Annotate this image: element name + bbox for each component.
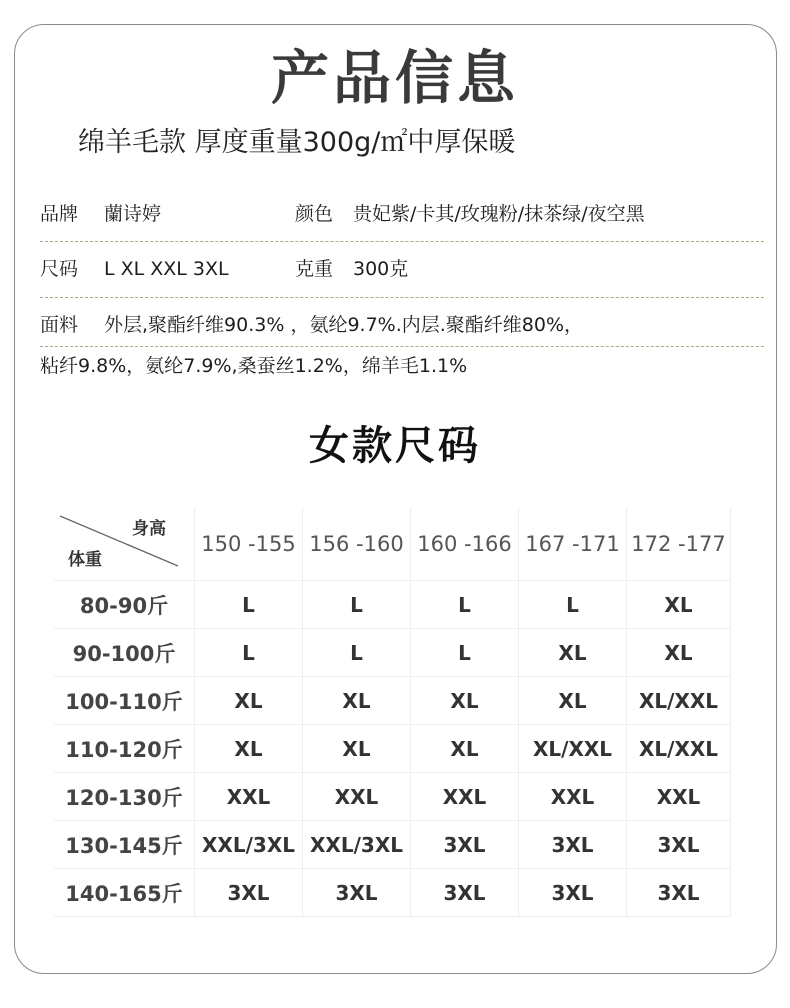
weight-label: 克重 [295, 258, 334, 280]
size-chart-title: 女款尺码 [309, 423, 481, 469]
size-cell: L [411, 629, 519, 677]
size-cell: L [519, 581, 627, 629]
size-cell: L [195, 629, 303, 677]
size-value: L XL XXL 3XL [104, 258, 229, 280]
divider [40, 297, 764, 298]
size-cell: 3XL [303, 869, 411, 917]
size-cell: XXL/3XL [303, 821, 411, 869]
weight-axis-label: 体重 [68, 550, 102, 570]
size-cell: XL [303, 725, 411, 773]
weight-range-cell: 140-165斤 [54, 869, 195, 917]
color-value: 贵妃紫/卡其/玫瑰粉/抹茶绿/夜空黑 [353, 203, 645, 225]
height-range-header: 172 -177 [627, 508, 731, 581]
size-cell: 3XL [411, 821, 519, 869]
size-cell: XL/XXL [519, 725, 627, 773]
size-cell: XXL [195, 773, 303, 821]
size-cell: XXL [411, 773, 519, 821]
size-cell: XL [627, 629, 731, 677]
divider [40, 346, 764, 347]
table-row [54, 869, 731, 917]
height-range-header: 160 -166 [411, 508, 519, 581]
size-cell: XL [303, 677, 411, 725]
table-row [54, 581, 731, 629]
table-row [54, 821, 731, 869]
weight-value: 300克 [353, 258, 409, 280]
size-cell: L [411, 581, 519, 629]
table-row [54, 725, 731, 773]
height-axis-label: 身高 [132, 519, 166, 539]
size-cell: XL/XXL [627, 677, 731, 725]
table-row [54, 773, 731, 821]
size-cell: 3XL [519, 821, 627, 869]
size-cell: XL [195, 677, 303, 725]
table-row [54, 629, 731, 677]
size-table [54, 508, 731, 917]
size-label: 尺码 [40, 258, 79, 280]
weight-range-cell: 80-90斤 [54, 581, 195, 629]
table-row [54, 677, 731, 725]
size-cell: 3XL [627, 821, 731, 869]
color-label: 颜色 [295, 203, 334, 225]
size-cell: 3XL [195, 869, 303, 917]
corner-cell [54, 508, 195, 581]
size-cell: L [303, 581, 411, 629]
size-cell: 3XL [627, 869, 731, 917]
divider [40, 241, 764, 242]
weight-range-cell: 130-145斤 [54, 821, 195, 869]
size-cell: XL/XXL [627, 725, 731, 773]
fabric-label: 面料 [40, 314, 79, 336]
size-cell: XXL/3XL [195, 821, 303, 869]
size-cell: 3XL [519, 869, 627, 917]
brand-label: 品牌 [40, 203, 79, 225]
fabric-line-2: 粘纤9.8%，氨纶7.9%,桑蚕丝1.2%，绵羊毛1.1% [40, 355, 468, 377]
size-cell: XL [195, 725, 303, 773]
page-title: 产品信息 [270, 44, 519, 112]
size-cell: XL [411, 725, 519, 773]
weight-range-cell: 120-130斤 [54, 773, 195, 821]
size-cell: XL [411, 677, 519, 725]
size-cell: XL [627, 581, 731, 629]
size-cell: XXL [519, 773, 627, 821]
size-cell: XL [519, 629, 627, 677]
size-cell: XXL [303, 773, 411, 821]
height-range-header: 167 -171 [519, 508, 627, 581]
size-cell: L [303, 629, 411, 677]
size-cell: XL [519, 677, 627, 725]
size-cell: XXL [627, 773, 731, 821]
product-subtitle: 绵羊毛款 厚度重量300g/㎡中厚保暖 [78, 127, 516, 158]
brand-value: 蘭诗婷 [104, 203, 162, 225]
weight-range-cell: 100-110斤 [54, 677, 195, 725]
size-table-header [54, 508, 731, 581]
height-range-header: 150 -155 [195, 508, 303, 581]
weight-range-cell: 90-100斤 [54, 629, 195, 677]
size-cell: L [195, 581, 303, 629]
weight-range-cell: 110-120斤 [54, 725, 195, 773]
fabric-line-1: 外层,聚酯纤维90.3% ，氨纶9.7%.内层.聚酯纤维80%， [104, 314, 584, 336]
size-cell: 3XL [411, 869, 519, 917]
height-range-header: 156 -160 [303, 508, 411, 581]
